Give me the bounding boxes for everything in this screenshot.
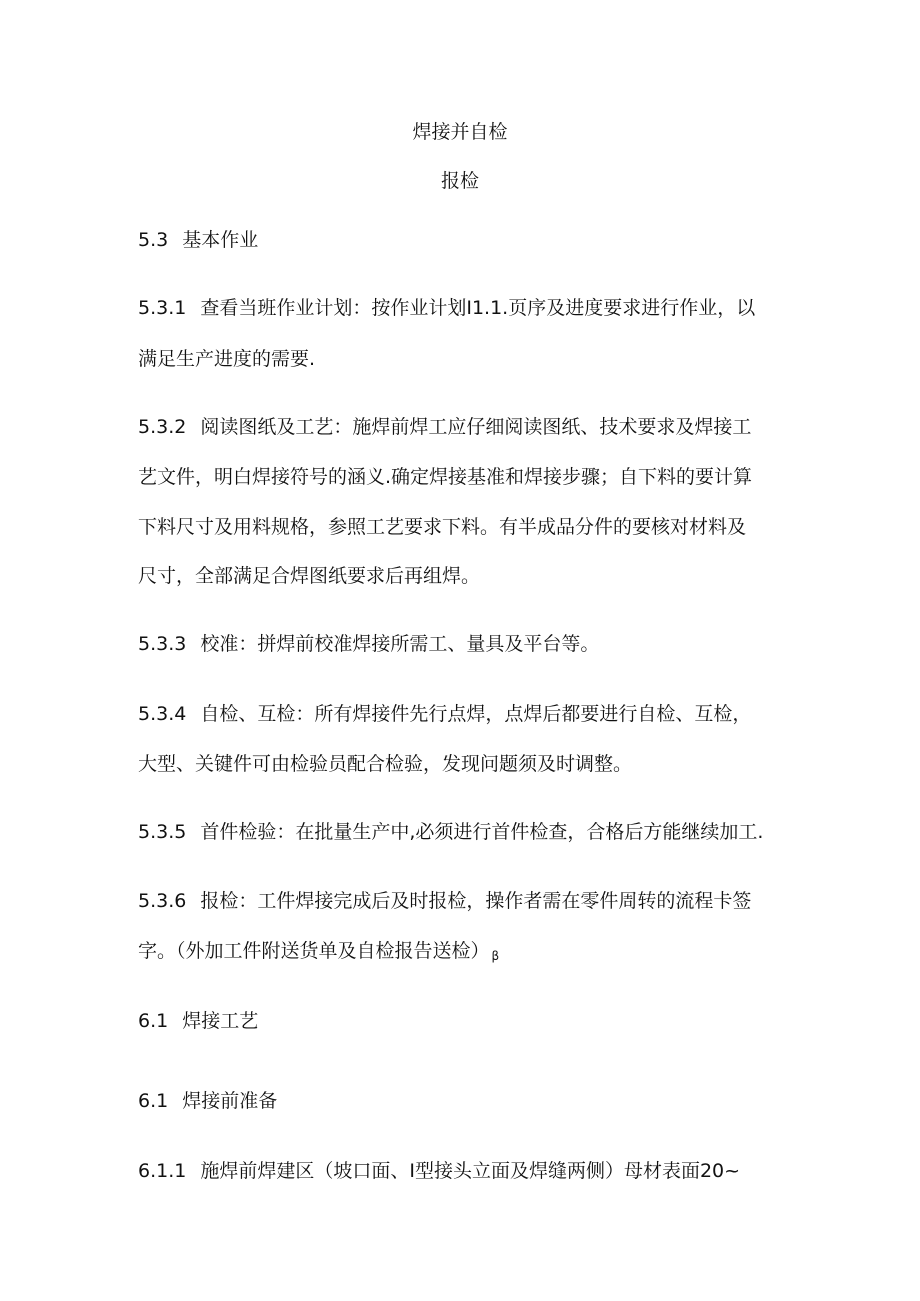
doc-title-line1: 焊接并自检 bbox=[412, 121, 508, 143]
section-6-1-welding-process bbox=[138, 1008, 258, 1034]
paragraph-text: 查看当班作业计划：按作业计划I1.1.页序及进度要求进行作业，以 bbox=[200, 297, 756, 319]
section-number: 5.3.1 bbox=[138, 297, 187, 319]
section-5-3 bbox=[138, 227, 258, 253]
paragraph-5-3-1-line2: 满足生产进度的需要. bbox=[138, 348, 316, 370]
paragraph-6-1-1 bbox=[138, 1158, 740, 1184]
section-number: 6.1 bbox=[138, 1010, 169, 1032]
paragraph-text: 施焊前焊建区（坡口面、I型接头立面及焊缝两侧）母材表面20~ bbox=[200, 1160, 741, 1182]
section-number: 5.3.6 bbox=[138, 890, 187, 912]
paragraph-text: 首件检验：在批量生产中,必须进行首件检查，合格后方能继续加工. bbox=[200, 821, 764, 843]
paragraph-5-3-4-line2: 大型、关键件可由检验员配合检验，发现问题须及时调整。 bbox=[138, 753, 633, 775]
section-number: 5.3.4 bbox=[138, 703, 187, 725]
paragraph-5-3-2-line2: 艺文件，明白焊接符号的涵义.确定焊接基准和焊接步骤；自下料的要计算 bbox=[138, 466, 753, 488]
section-heading: 基本作业 bbox=[182, 229, 259, 251]
paragraph-5-3-6-line1 bbox=[138, 888, 751, 914]
section-heading: 焊接前准备 bbox=[182, 1090, 278, 1112]
stray-mark: β bbox=[491, 949, 500, 963]
paragraph-5-3-5 bbox=[138, 819, 763, 845]
paragraph-text: 自检、互检：所有焊接件先行点焊，点焊后都要进行自检、互检， bbox=[200, 703, 752, 725]
doc-title-line2: 报检 bbox=[440, 170, 479, 192]
paragraph-5-3-2-line3: 下料尺寸及用料规格，参照工艺要求下料。有半成品分件的要核对材料及 bbox=[138, 516, 747, 538]
paragraph-5-3-4-line1 bbox=[138, 701, 751, 727]
section-number: 5.3.2 bbox=[138, 416, 187, 438]
paragraph-5-3-2-line4: 尺寸，全部满足合焊图纸要求后再组焊。 bbox=[138, 565, 481, 587]
paragraph-5-3-1-line1 bbox=[138, 295, 755, 321]
paragraph-text: 校准：拼焊前校准焊接所需工、量具及平台等。 bbox=[200, 633, 600, 655]
section-number: 5.3.3 bbox=[138, 633, 187, 655]
section-number: 6.1.1 bbox=[138, 1160, 187, 1182]
paragraph-5-3-6-line2 bbox=[138, 938, 499, 969]
section-number: 5.3.5 bbox=[138, 821, 187, 843]
section-number: 5.3 bbox=[138, 229, 169, 251]
section-number: 6.1 bbox=[138, 1090, 169, 1112]
paragraph-text: 报检：工件焊接完成后及时报检，操作者需在零件周转的流程卡签 bbox=[200, 890, 752, 912]
section-6-1-preparation bbox=[138, 1088, 277, 1114]
paragraph-text: 阅读图纸及工艺：施焊前焊工应仔细阅读图纸、技术要求及焊接工 bbox=[200, 416, 752, 438]
section-heading: 焊接工艺 bbox=[182, 1010, 259, 1032]
paragraph-5-3-3 bbox=[138, 631, 599, 657]
paragraph-5-3-2-line1 bbox=[138, 414, 751, 440]
paragraph-text: 字。（外加工件附送货单及自检报告送检） bbox=[138, 940, 490, 962]
